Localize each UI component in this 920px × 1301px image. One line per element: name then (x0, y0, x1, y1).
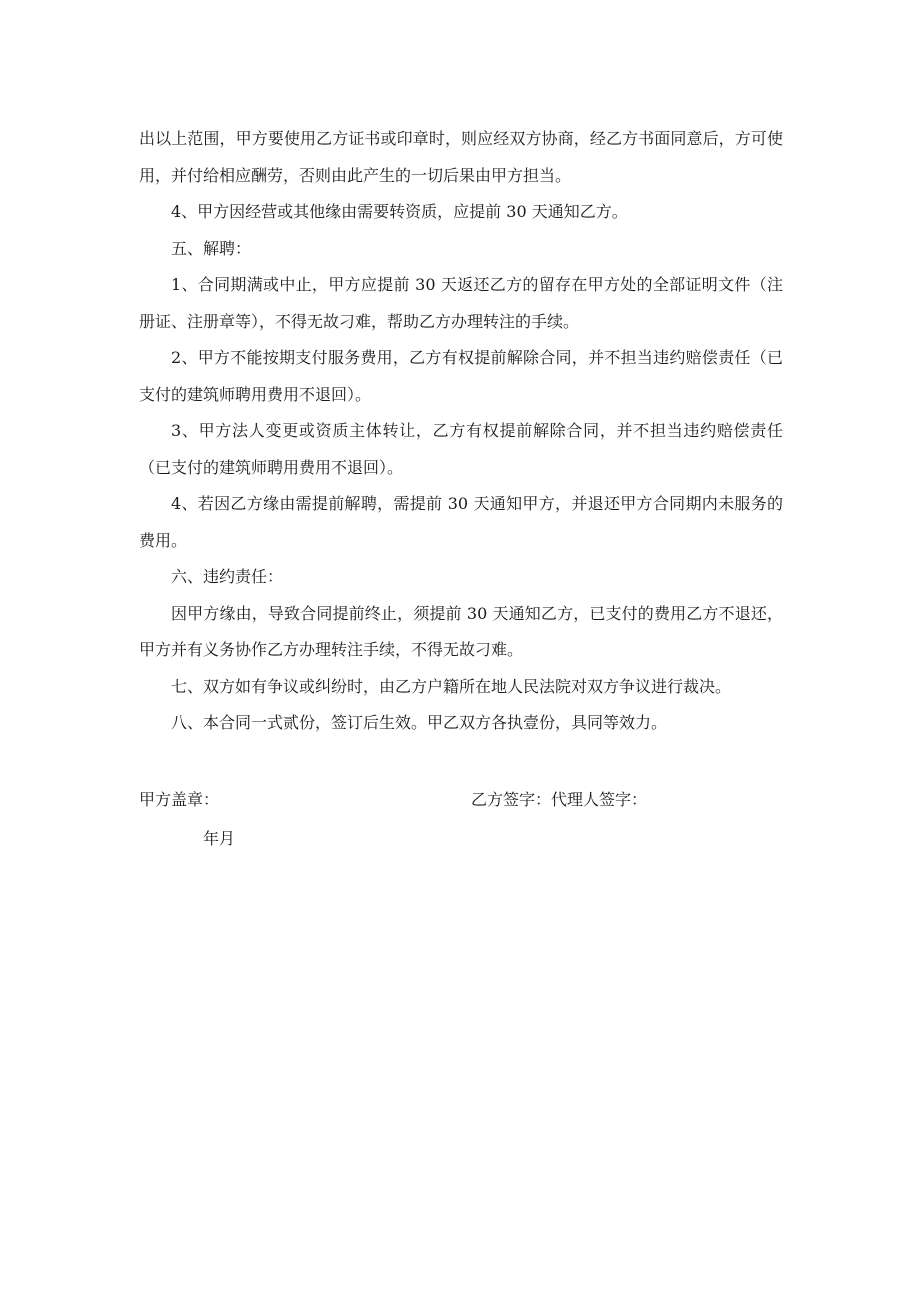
date-label: 年月 (203, 829, 236, 848)
signature-row (139, 786, 783, 814)
section-dispute-resolution: 七、双方如有争议或纠纷时，由乙方户籍所在地人民法院对双方争议进行裁决。 (171, 676, 732, 696)
breach-clause: 因甲方缘由，导致合同提前终止，须提前 30 天通知乙方，已支付的费用乙方不退还，甲方并有义务协作乙方办理转注手续，不得无故刁难。 (139, 603, 783, 659)
clause-4-qualification-transfer: 4、甲方因经营或其他缘由需要转资质，应提前 30 天通知乙方。 (171, 202, 628, 221)
party-a-seal-label: 甲方盖章： (139, 790, 220, 809)
dismissal-clause-2: 2、甲方不能按期支付服务费用，乙方有权提前解除合同，并不担当违约赔偿责任（已支付的建筑师聘用费用不退回）。 (139, 348, 783, 404)
section-heading-breach: 六、违约责任： (171, 567, 284, 586)
party-b-signature-label: 乙方签字：代理人签字： (471, 790, 648, 809)
paragraph-continuation: 出以上范围，甲方要使用乙方证书或印章时，则应经双方协商，经乙方书面同意后，方可使用，并付给相应酬劳，否则由此产生的一切后果由甲方担当。 (139, 129, 783, 185)
contract-body (139, 121, 783, 742)
section-copies-effect: 八、本合同一式贰份，签订后生效。甲乙双方各执壹份，具同等效力。 (171, 713, 668, 732)
dismissal-clause-4: 4、若因乙方缘由需提前解聘，需提前 30 天通知甲方，并退还甲方合同期内未服务的费用。 (139, 494, 783, 550)
section-heading-dismissal: 五、解聘： (171, 238, 252, 258)
dismissal-clause-1: 1、合同期满或中止，甲方应提前 30 天返还乙方的留存在甲方处的全部证明文件（注册证、注册章等），不得无故刁难，帮助乙方办理转注的手续。 (139, 275, 783, 331)
dismissal-clause-3: 3、甲方法人变更或资质主体转让，乙方有权提前解除合同，并不担当违约赔偿责任（已支付的建筑师聘用费用不退回）。 (139, 421, 783, 477)
